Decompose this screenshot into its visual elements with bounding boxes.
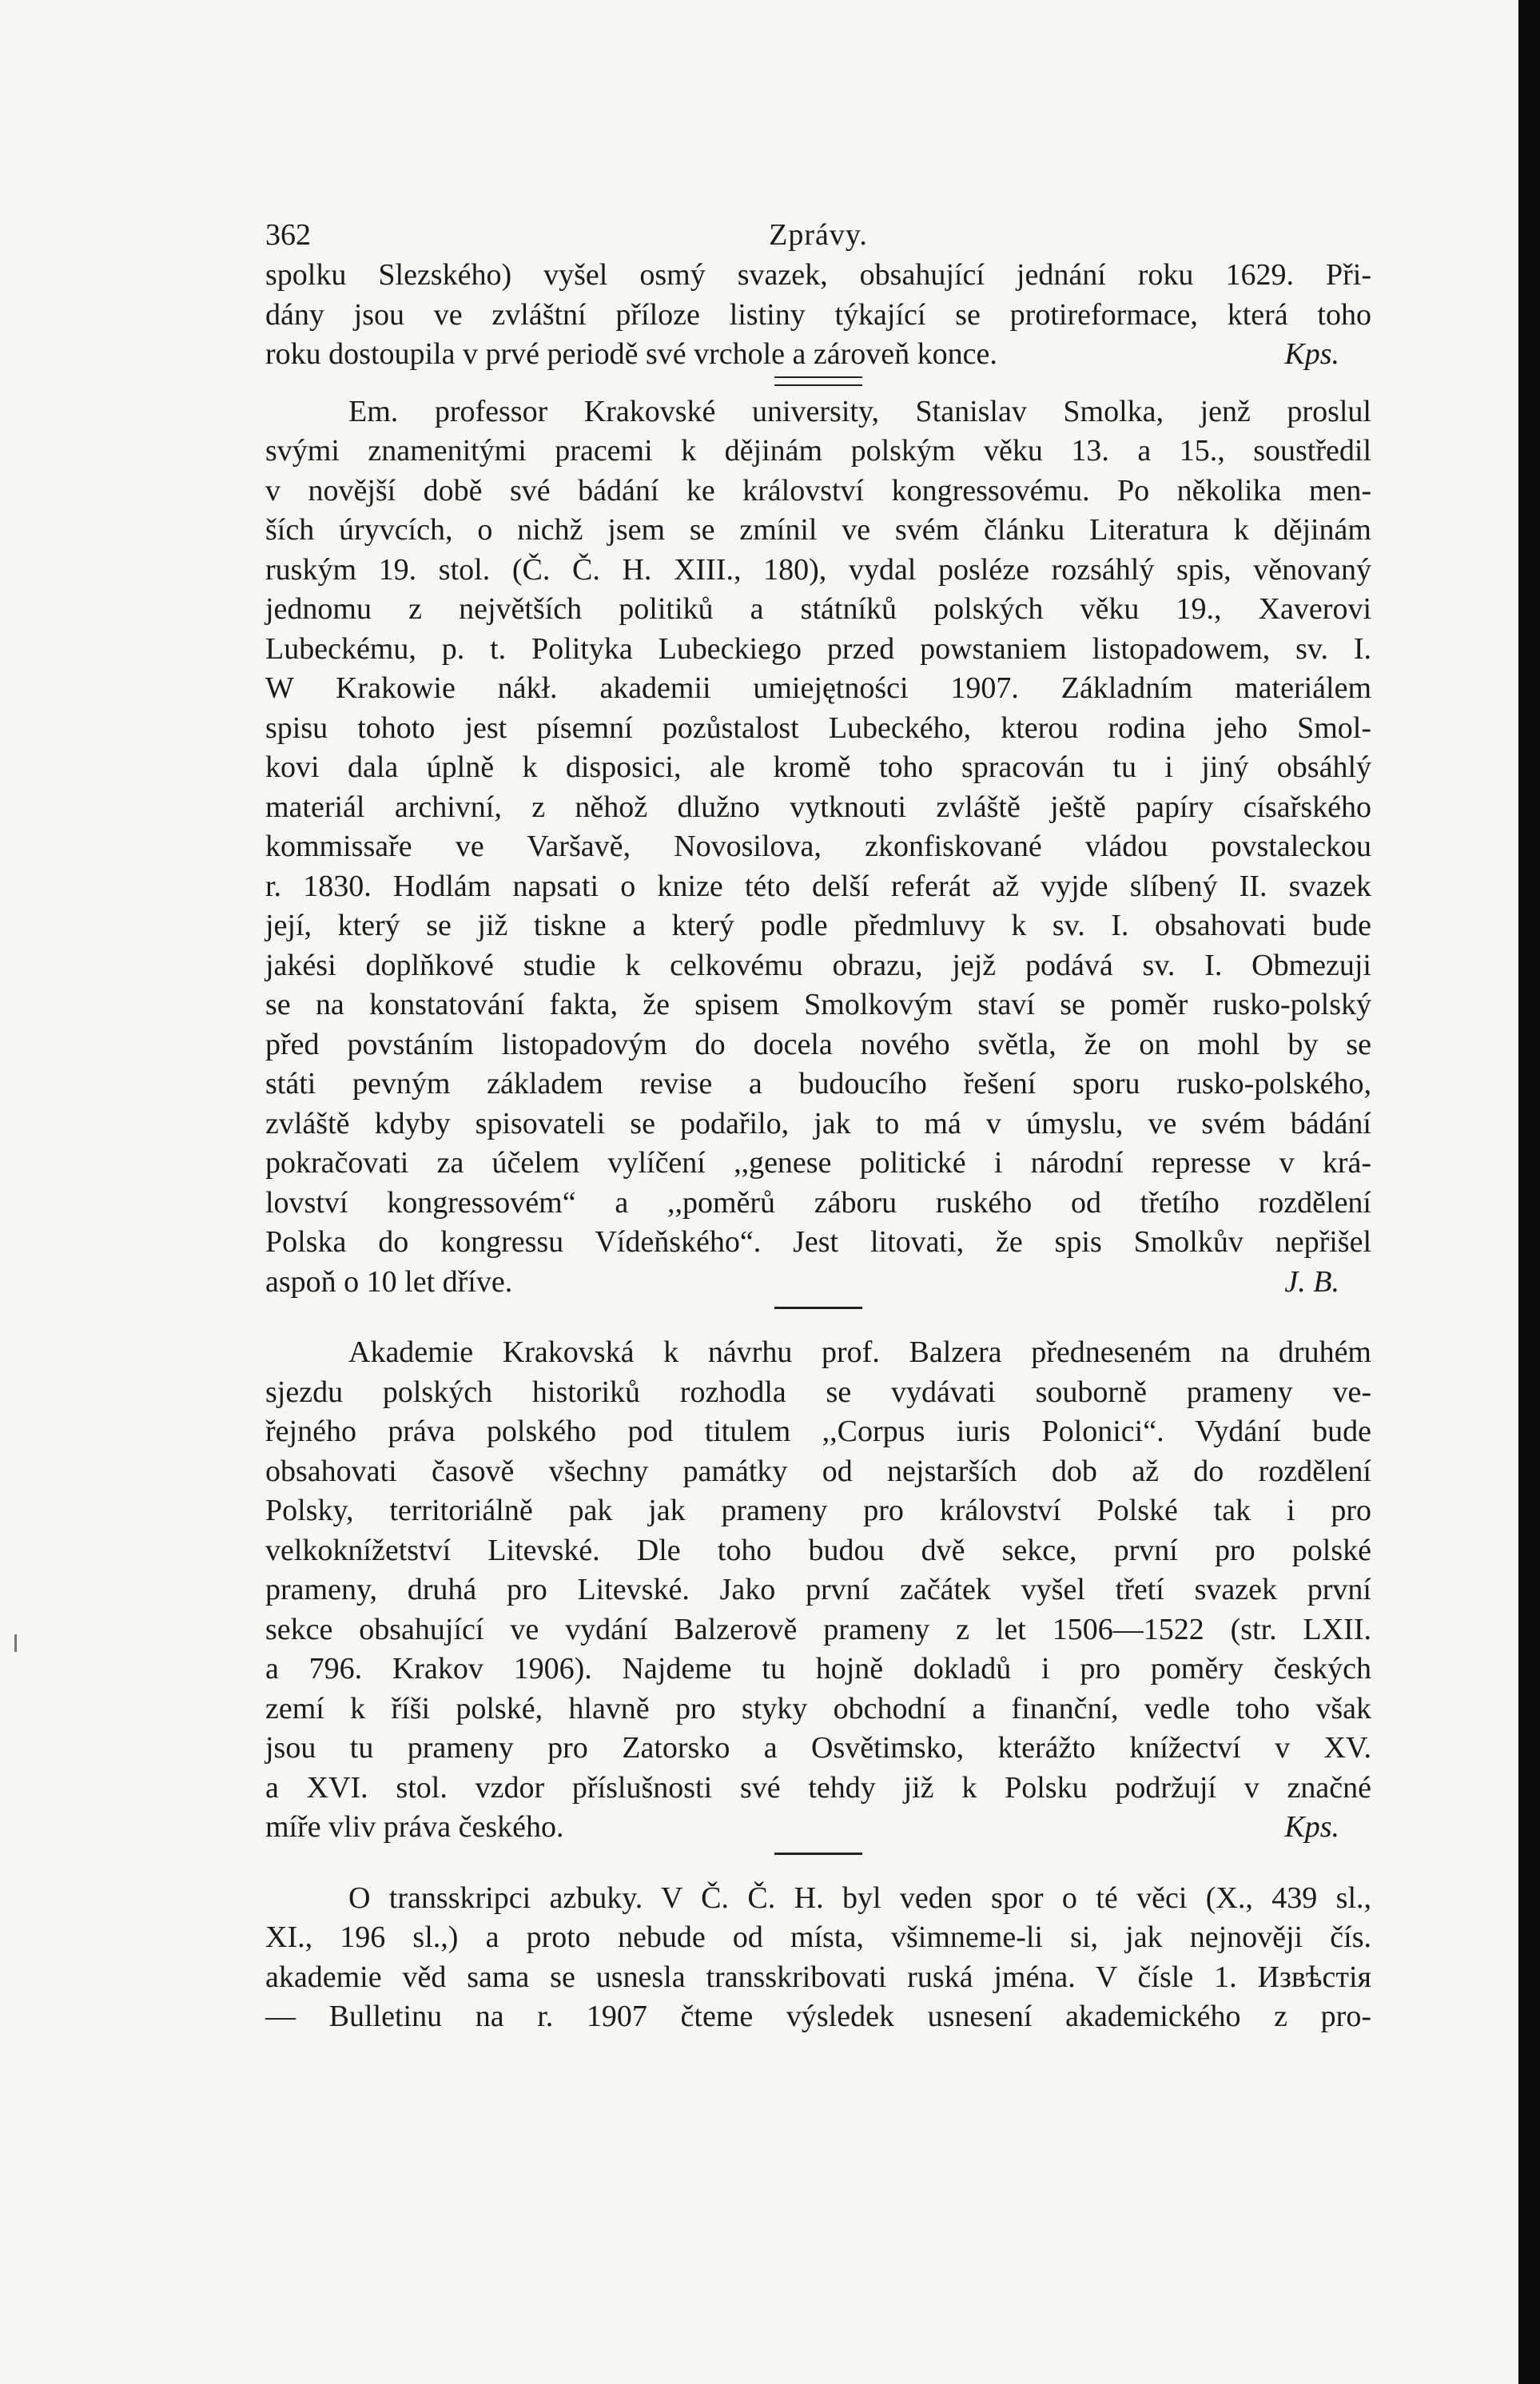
text-line: svými znamenitými pracemi k dějinám polským věku 13. a 15., soustředil bbox=[265, 434, 1371, 468]
news-item-2 bbox=[265, 392, 1371, 1303]
text-line: kommissaře ve Varšavě, Novosilova, zkonfiskované vládou povstaleckou bbox=[265, 830, 1371, 863]
text-line-last bbox=[265, 1263, 1371, 1303]
text-line: velkoknížetství Litevské. Dle toho budou dvě sekce, první pro polské bbox=[265, 1533, 1371, 1567]
text-line: Polska do kongressu Vídeňského“. Jest litovati, že spis Smolkův nepřišel bbox=[265, 1225, 1371, 1259]
text-line-last bbox=[265, 1808, 1371, 1848]
text-line: Polsky, territoriálně pak jak prameny pro království Polské tak i pro bbox=[265, 1494, 1371, 1527]
text-line: akademie věd sama se usnesla transskribovati ruská jména. V čísle 1. Извѣстія bbox=[265, 1960, 1371, 1994]
text-line: spolku Slezského) vyšel osmý svazek, obsahující jednání roku 1629. Při- bbox=[265, 258, 1371, 292]
news-item-1 bbox=[265, 256, 1371, 375]
text-line: zvláště kdyby spisovateli se podařilo, jak to má v úmyslu, ve svém bádání bbox=[265, 1106, 1371, 1140]
page-header bbox=[265, 200, 1371, 256]
margin-mark bbox=[14, 1634, 17, 1652]
text-line: r. 1830. Hodlám napsati o knize této delší referát až vyjde slíbený II. svazek bbox=[265, 869, 1371, 903]
text-line: lovství kongressovém“ a ,,poměrů záboru ruského od třetího rozdělení bbox=[265, 1185, 1371, 1220]
text-line: míře vliv práva českého. bbox=[265, 1810, 564, 1844]
text-line: její, který se již tiskne a který podle předmluvy k sv. I. obsahovati bude bbox=[265, 909, 1371, 942]
text-line: ruským 19. stol. (Č. Č. H. XIII., 180), vydal posléze rozsáhlý spis, věnovaný bbox=[265, 552, 1371, 587]
text-line-last bbox=[265, 335, 1371, 375]
text-line: Lubeckému, p. t. Polityka Lubeckiego przed powstaniem listopadowem, sv. I. bbox=[265, 631, 1371, 666]
text-line: W Krakowie nákł. akademii umiejętności 1907. Základním materiálem bbox=[265, 671, 1371, 705]
author-signature: J. B. bbox=[1284, 1264, 1339, 1299]
section-divider bbox=[774, 1307, 862, 1309]
running-head: Zprávy. bbox=[769, 218, 868, 252]
scan-edge bbox=[1518, 0, 1540, 2384]
text-line: státi pevným základem revise a budoucího řešení sporu rusko-polského, bbox=[265, 1067, 1371, 1100]
page-number: 362 bbox=[265, 218, 311, 252]
text-line: sjezdu polských historiků rozhodla se vydávati souborně prameny ve- bbox=[265, 1375, 1371, 1409]
text-line: jednomu z největších politiků a státníků polských věku 19., Xaverovi bbox=[265, 592, 1371, 626]
text-line: jakési doplňkové studie k celkovému obrazu, jejž podává sv. I. Obmezuji bbox=[265, 948, 1371, 982]
text-line: a XVI. stol. vzdor příslušnosti své tehdy již k Polsku podržují v značné bbox=[265, 1770, 1371, 1805]
text-line: roku dostoupila v prvé periodě své vrchole a zároveň konce. bbox=[265, 337, 997, 371]
text-line: — Bulletinu na r. 1907 čteme výsledek usnesení akademického z pro- bbox=[265, 2000, 1371, 2033]
text-line: kovi dala úplně k disposici, ale kromě toho spracován tu i jiný obsáhlý bbox=[265, 750, 1371, 784]
text-line: spisu tohoto jest písemní pozůstalost Lubeckého, kterou rodina jeho Smol- bbox=[265, 710, 1371, 745]
text-block bbox=[265, 200, 1371, 2037]
author-signature: Kps. bbox=[1284, 1810, 1339, 1844]
text-line: zemí k říši polské, hlavně pro styky obchodní a finanční, vedle toho však bbox=[265, 1691, 1371, 1725]
section-divider-double bbox=[774, 376, 862, 386]
text-line: XI., 196 sl.,) a proto nebude od místa, všimneme-li si, jak nejnověji čís. bbox=[265, 1920, 1371, 1954]
text-line: dány jsou ve zvláštní příloze listiny týkající se protireformace, která toho bbox=[265, 297, 1371, 332]
text-line: se na konstatování fakta, že spisem Smolkovým staví se poměr rusko-polský bbox=[265, 988, 1371, 1021]
text-line: sekce obsahující ve vydání Balzerově prameny z let 1506—1522 (str. LXII. bbox=[265, 1612, 1371, 1646]
text-line: materiál archivní, z něhož dlužno vytknouti zvláště ještě papíry císařského bbox=[265, 790, 1371, 824]
text-line: před povstáním listopadovým do docela nového světla, že on mohl by se bbox=[265, 1027, 1371, 1061]
text-line: ších úryvcích, o nichž jsem se zmínil ve svém článku Literatura k dějinám bbox=[265, 513, 1371, 547]
text-line: pokračovati za účelem vylíčení ,,genese politické i národní represse v krá- bbox=[265, 1146, 1371, 1180]
news-item-3 bbox=[265, 1333, 1371, 1848]
text-line: obsahovati časově všechny památky od nejstarších dob až do rozdělení bbox=[265, 1454, 1371, 1488]
text-line: v novější době své bádání ke království kongressovému. Po několika men- bbox=[265, 473, 1371, 507]
author-signature: Kps. bbox=[1284, 337, 1339, 371]
section-divider bbox=[774, 1853, 862, 1855]
text-line: jsou tu prameny pro Zatorsko a Osvětimsko, kterážto knížectví v XV. bbox=[265, 1731, 1371, 1765]
text-line: prameny, druhá pro Litevské. Jako první začátek vyšel třetí svazek první bbox=[265, 1573, 1371, 1606]
text-line: Em. professor Krakovské university, Stanislav Smolka, jenž proslul bbox=[348, 394, 1371, 428]
text-line: Akademie Krakovská k návrhu prof. Balzera předneseném na druhém bbox=[348, 1335, 1371, 1369]
text-line: a 796. Krakov 1906). Najdeme tu hojně dokladů i pro poměry českých bbox=[265, 1652, 1371, 1686]
text-line: O transskripci azbuky. V Č. Č. H. byl veden spor o té věci (X., 439 sl., bbox=[348, 1881, 1371, 1915]
text-line: aspoň o 10 let dříve. bbox=[265, 1264, 513, 1299]
text-line: řejného práva polského pod titulem ,,Corpus iuris Polonici“. Vydání bude bbox=[265, 1415, 1371, 1448]
news-item-4 bbox=[265, 1879, 1371, 2037]
